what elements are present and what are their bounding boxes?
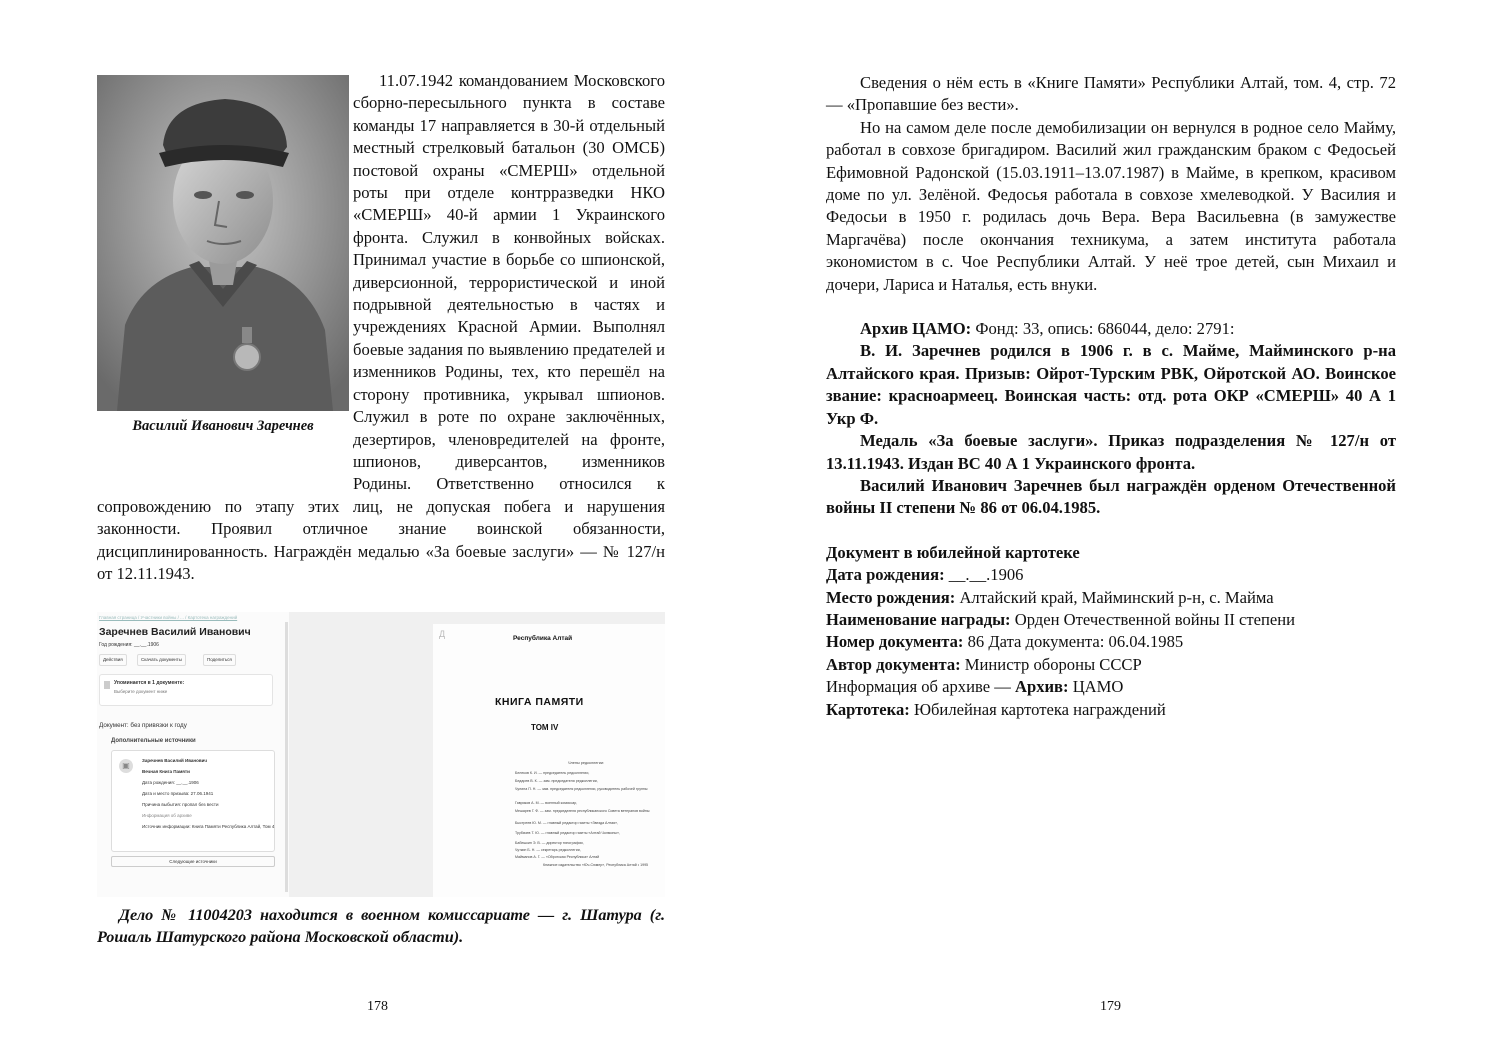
page-number-left: 178 [367,999,388,1014]
author-label: Автор документа: [826,654,961,674]
editorial-row: Трубачев Т. Ю. — главный редактор газеты «Алтай Чолмоны», [515,831,620,835]
card-line: Информация об архиве [142,813,192,818]
card-line: Причина выбытия: пропал без вести [142,802,219,807]
right-text-block [826,72,1396,721]
doc-number-label: Номер документа: [826,632,964,652]
card-index-label: Картотека: [826,699,910,719]
birth-date-label: Дата рождения: [826,565,945,585]
book-title: КНИГА ПАМЯТИ [495,696,584,708]
left-text-block [97,70,665,585]
card-line: Вечная Книга Памяти [142,769,190,774]
person-name: Заречнев Василий Иванович [99,626,251,638]
card-line: Дата и место призыва: 27.06.1941 [142,791,214,796]
download-documents-button: Скачать документы [137,654,186,666]
editorial-row: Чуткин Б. Н. — секретарь редколлегии, [515,848,581,852]
birth-place-value: Алтайский край, Майминский р-н, с. Майма [959,587,1274,607]
book-publisher: Книжное издательство «Юч-Сюмер», Республика Алтай • 1995 [543,863,649,867]
portrait-caption: Василий Иванович Заречнев [132,418,314,434]
card-line: Дата рождения: __.__.1906 [142,780,199,785]
birth-date-value: __.__.1906 [948,565,1024,585]
birth-date-row [826,564,1396,586]
editorial-board-heading: Члены редколлегии: [568,761,605,765]
scrollbar [285,622,288,892]
editorial-row: Гавриков А. М. — военный комиссар, [515,801,578,805]
mention-title: Упоминается в 1 документе: [114,680,185,686]
editorial-row: Бедарев В. К. — зам. председателя редколлегии, [515,779,598,783]
memory-book-scan [433,624,665,897]
mention-box [99,674,273,706]
archive-info-row [826,676,1396,698]
award-value: Орден Отечественной войны II степени [1014,609,1296,629]
birth-place-label: Место рождения: [826,587,956,607]
card-index-row [826,699,1396,721]
bio-bold-paragraph: В. И. Заречнев родился в 1906 г. в с. Майме, Майминского р-на Алтайского края. Призыв: Ойрот-Турским РВК, Ойротской АО. Воинское звание: красноармеец. Воинская часть: отд. рота ОКР «СМЕРШ» 40 А 1 Укр Ф. [826,341,1396,428]
book-icon: ▣ [119,759,133,773]
editorial-row: Мешарев Г. Ф. — зам. председателя республиканского Совета ветеранов войны [515,809,650,813]
doc-number-value: 86 Дата документа: 06.04.1985 [967,632,1184,652]
memory-site-screenshot [97,612,289,897]
editorial-row: Быстреев Ю. М. — главный редактор газеты «Звезда Алтая», [515,821,619,825]
card-line: Источник информации: Книга Памяти Республика Алтай, Том 4 [142,824,275,829]
archive-line [826,318,1396,340]
share-button: Поделиться [203,654,236,666]
document-icon [104,681,110,689]
book-republic: Республика Алтай [513,635,573,642]
author-value: Министр обороны СССР [964,654,1142,674]
editorial-row: Чулина П. Н. — зам. председателя редколлегии, руководитель рабочей группы [515,787,648,791]
after-war-paragraph: Но на самом деле после демобилизации он вернулся в родное село Майму, работал в совхозе бригадиром. Василий жил гражданским браком с Федосьей Ефимовной Радонской (15.03.1911–13.07.1987) в Майме, в крепком, красивом доме по ул. Зелёной. Федосья работала в совхозе хмелеводкой. У Василия и Федосьи в 1950 г. родилась дочь Вера. Вера Васильевна (в замужестве Маргачёва) после окончания техникума, а затем института работала экономистом в с. Чое Республики Алтай. У неё трое детей, сын Михаил и дочери, Лариса и Наталья, есть внуки. [826,117,1396,294]
award-row [826,609,1396,631]
actions-button: Действия [99,654,127,666]
archive-label: Архив ЦАМО: [860,319,972,339]
medal-paragraph: Медаль «За боевые заслуги». Приказ подразделения № 127/н от 13.11.1943. Издан ВС 40 А 1 Украинского фронта. [826,431,1396,473]
portrait-float-spacer [97,70,353,478]
order-paragraph: Василий Иванович Заречнев был награждён орденом Отечественной войны II степени № 86 от 06.04.1985. [826,475,1396,518]
document-screenshots [97,612,665,897]
archive-info-text: Информация об архиве — [826,677,1011,697]
archive-info-label: Архив: [1014,677,1069,697]
sources-subtitle: Дополнительные источники [111,738,196,744]
book-volume: ТОМ IV [531,723,559,732]
birth-place-row [826,587,1396,609]
card-line: Заречнев Василий Иванович [142,758,208,763]
author-row [826,654,1396,676]
breadcrumb: Главная страница / Участники войны / ... / Картотека награждений [99,615,238,620]
memory-book-paragraph: Сведения о нём есть в «Книге Памяти» Республики Алтай, том. 4, стр. 72 — «Пропавшие без вести». [826,73,1396,115]
corner-mark: Д [439,629,446,639]
award-label: Наименование награды: [826,609,1011,629]
document-section-title: Документ: без привязки к году [99,722,187,729]
jubilee-document-heading: Документ в юбилейной картотеке [826,542,1080,562]
source-card [111,750,275,852]
card-index-value: Юбилейная картотека награждений [913,699,1166,719]
editorial-row: Бабешкин Э. В. — директор типографии, [515,841,584,845]
editorial-row: Майманов А. Г. — «Ойротская Республика» Алтай [515,855,600,859]
page-number-right: 179 [1100,999,1121,1014]
right-page [746,0,1492,1058]
archive-value: Фонд: 33, опись: 686044, дело: 2791: [975,319,1235,339]
archive-info-value: ЦАМО [1072,677,1124,697]
doc-number-row [826,631,1396,653]
editorial-row: Белеков К. И. — председатель редколлегии, [515,771,590,775]
mention-subtitle: Выберите документ ниже [114,689,168,694]
biography-paragraph: 11.07.1942 командованием Московского сборно-пересыльного пункта в составе команды 17 направляется в 30-й отдельный местный стрелковый батальон (30 ОМСБ) постовой охраны «СМЕРШ» отдельной роты при отделе контрразведки НКО «СМЕРШ» 40-й армии 1 Украинского фронта. Служил в конвойных войсках. Принимал участие в борьбе со шпионской, диверсионной, террористической и иной подрывной деятельностью в частях и учреждениях Красной Армии. Выполнял боевые задания по выявлению предателей и изменников Родины, тех, кто перешёл на сторону противника, укрывал шпионов. Служил в роте по охране заключённых, дезертиров, членовредителей на фронте, шпионов, диверсантов, изменников Родины. Ответственно относился к сопровождению по этапу этих лиц, не допуская побега и нарушения законности. Проявил отличное знание воинской обязанности, дисциплинированность. Награждён медалью «За боевые заслуги» — № 127/н от 12.11.1943. [97,71,665,583]
documents-caption: Дело № 11004203 находится в военном комиссариате — г. Шатура (г. Рошаль Шатурского района Московской области). [97,906,665,946]
more-sources-button: Следующие источники [111,856,275,867]
birth-year: Год рождения: __.__.1906 [99,642,159,648]
